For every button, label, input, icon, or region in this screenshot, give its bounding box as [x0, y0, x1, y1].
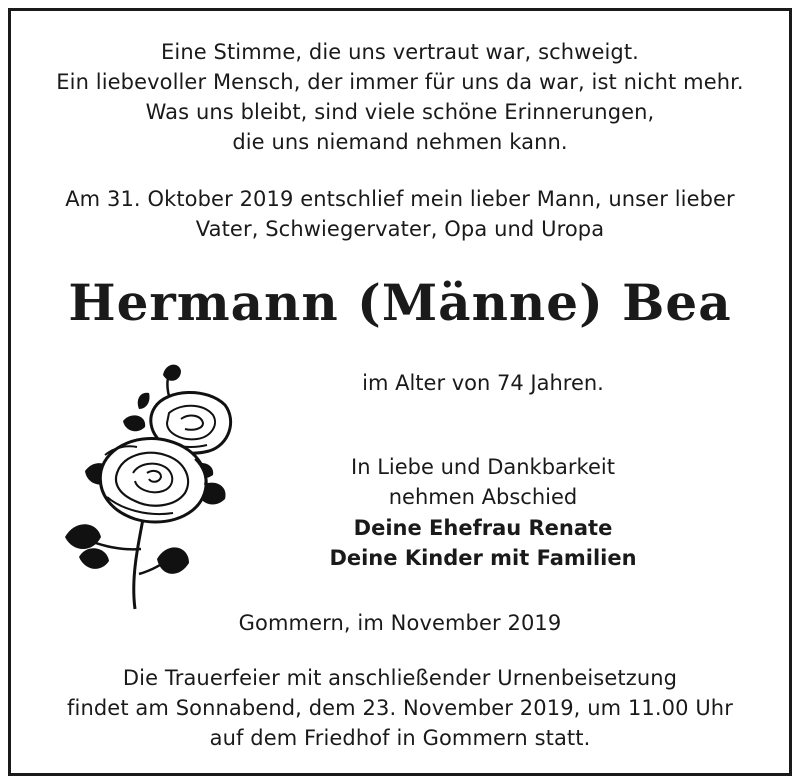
farewell-line-2: nehmen Abschied	[388, 485, 578, 509]
place-date: Gommern, im November 2019	[238, 611, 562, 635]
announcement-line-2: Vater, Schwiegervater, Opa und Uropa	[195, 217, 605, 241]
service-line-1: Die Trauerfeier mit anschließender Urnenbeisetzung	[122, 666, 678, 690]
poem-line-2: Ein liebevoller Mensch, der immer für uns da war, ist nicht mehr.	[56, 70, 744, 94]
age-line: im Alter von 74 Jahren.	[362, 371, 604, 395]
deceased-name: Hermann (Männe) Bea	[68, 273, 732, 332]
poem-line-1: Eine Stimme, die uns vertraut war, schweigt.	[161, 40, 639, 64]
rose-illustration	[57, 359, 247, 619]
obituary-notice	[8, 8, 792, 776]
service-line-2: findet am Sonnabend, dem 23. November 2019, um 11.00 Uhr	[67, 696, 733, 720]
mourner-spouse: Deine Ehefrau Renate	[353, 516, 613, 540]
service-line-3: auf dem Friedhof in Gommern statt.	[209, 726, 591, 750]
announcement-line-1: Am 31. Oktober 2019 entschlief mein lieber Mann, unser lieber	[65, 187, 735, 211]
poem-line-3: Was uns bleibt, sind viele schöne Erinnerungen,	[145, 100, 655, 124]
farewell-line-1: In Liebe und Dankbarkeit	[351, 455, 615, 479]
poem-line-4: die uns niemand nehmen kann.	[232, 130, 568, 154]
mourner-children: Deine Kinder mit Familien	[329, 546, 637, 570]
